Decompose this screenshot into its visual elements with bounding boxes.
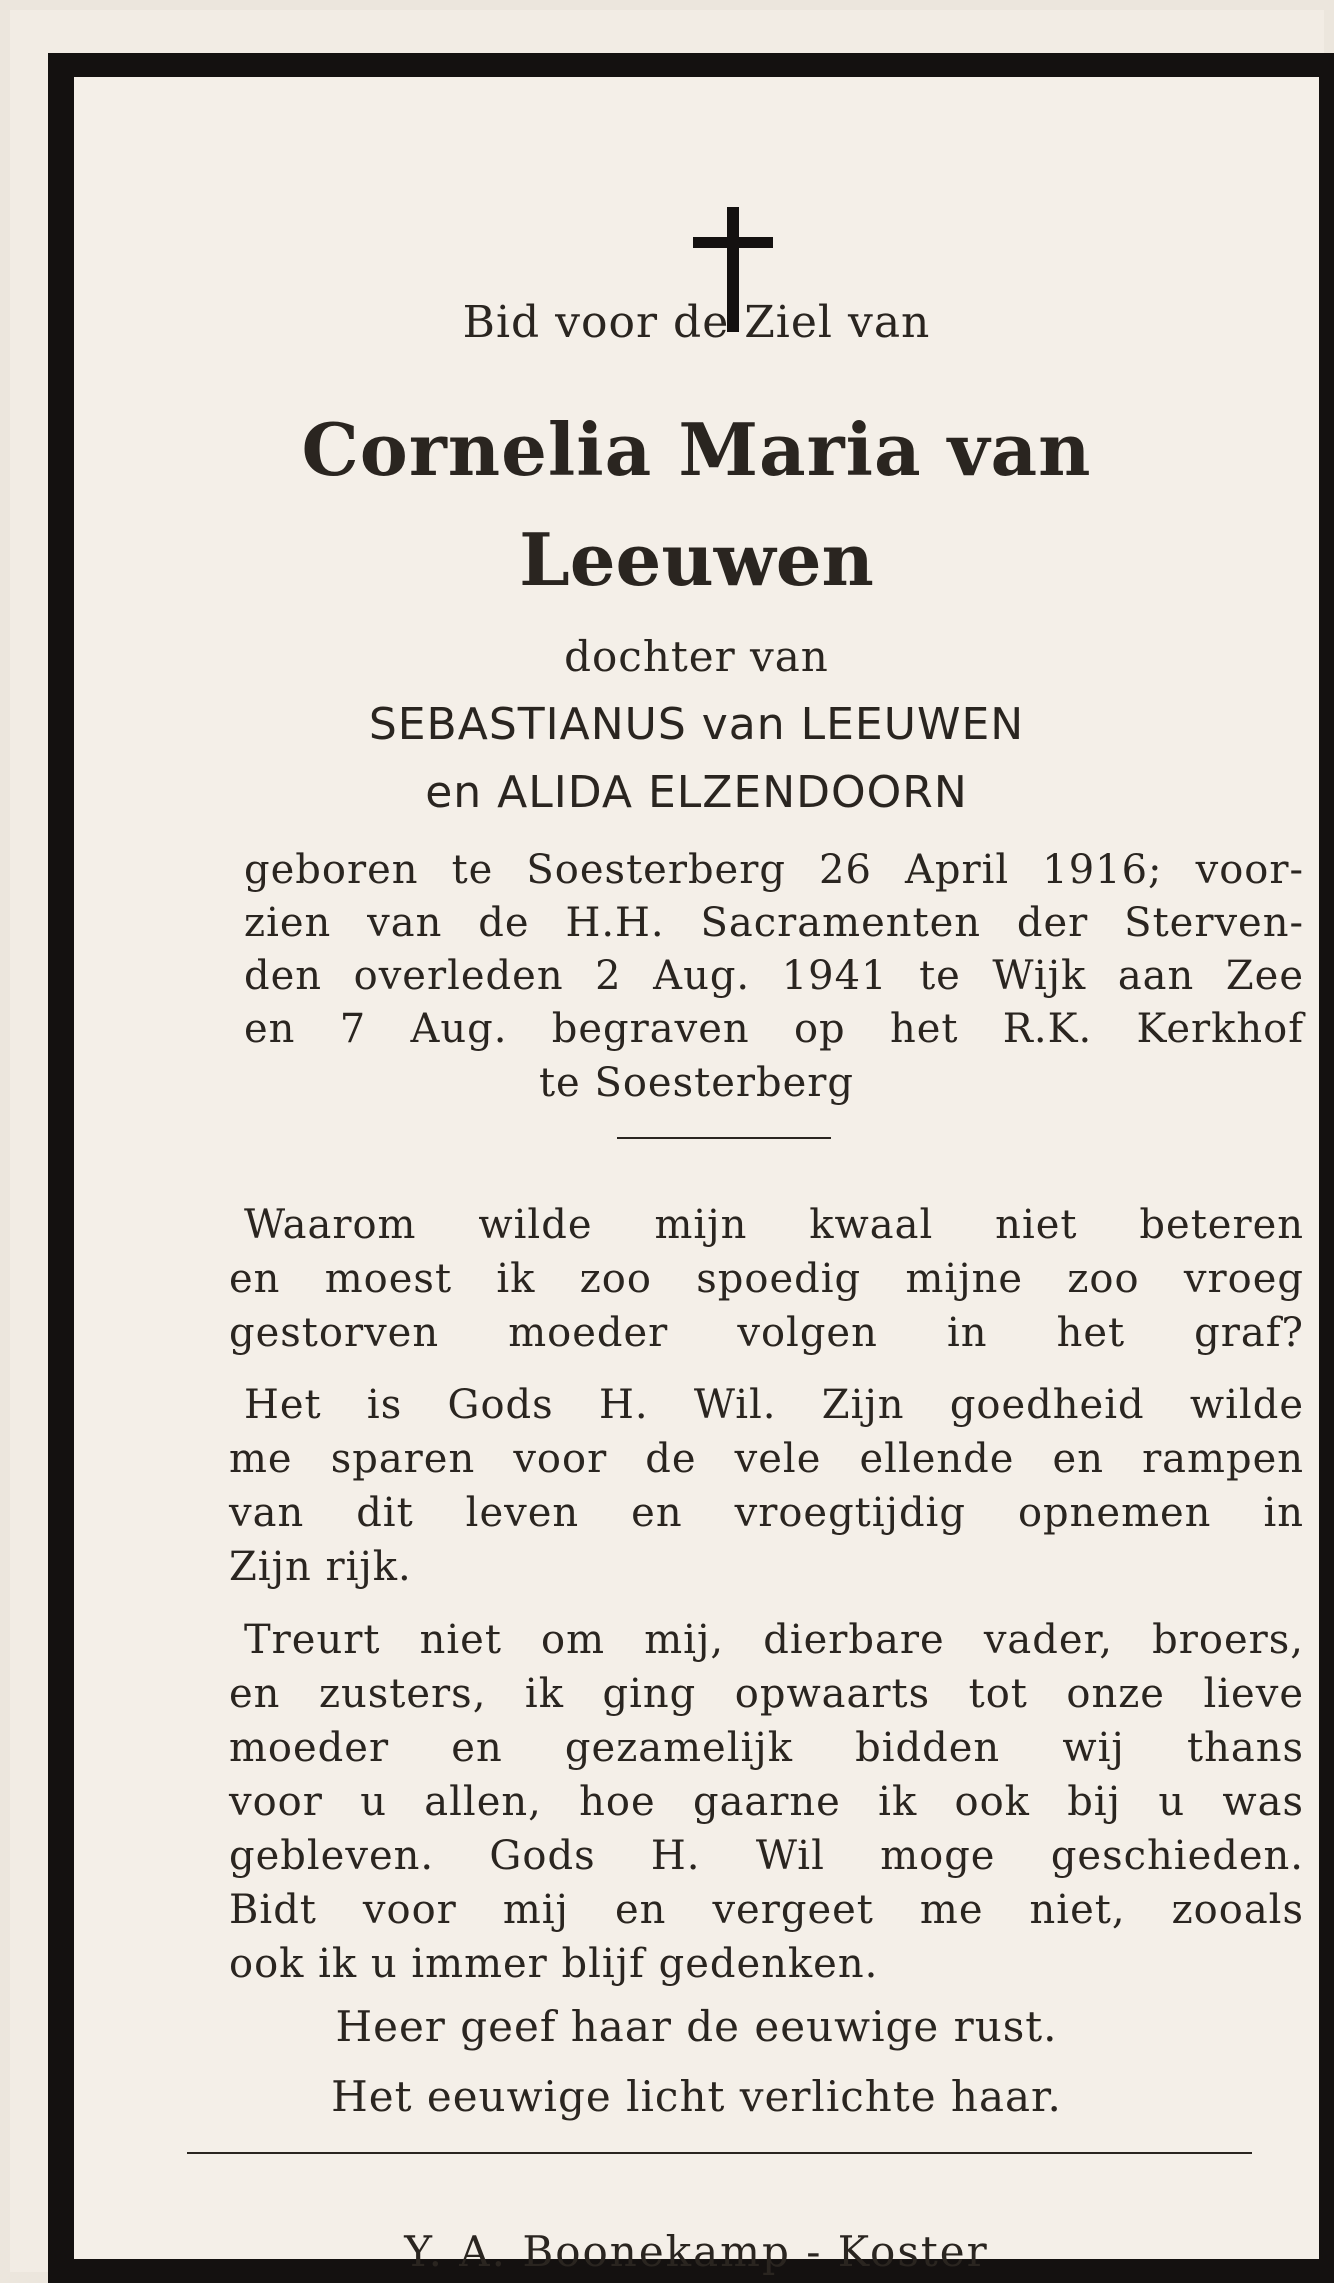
relation-line: dochter van bbox=[564, 632, 829, 681]
poem-line: me sparen voor de vele ellende en rampen bbox=[229, 1436, 1304, 1482]
bio-line: zien van de H.H. Sacramenten der Sterven- bbox=[244, 900, 1304, 946]
poem-line: Het is Gods H. Wil. Zijn goedheid wilde bbox=[244, 1382, 1304, 1428]
poem-line: gebleven. Gods H. Wil moge geschieden. bbox=[229, 1833, 1304, 1879]
poem-line: Zijn rijk. bbox=[229, 1544, 412, 1590]
poem-line: voor u allen, hoe gaarne ik ook bij u was bbox=[229, 1779, 1304, 1825]
bio-line: en 7 Aug. begraven op het R.K. Kerkhof bbox=[244, 1006, 1304, 1052]
prayer-line: Heer geef haar de eeuwige rust. bbox=[335, 2002, 1058, 2051]
poem-line: van dit leven en vroegtijdig opnemen in bbox=[229, 1490, 1304, 1536]
bio-line: den overleden 2 Aug. 1941 te Wijk aan Zee bbox=[244, 953, 1304, 999]
mother-name: en ALIDA ELZENDOORN bbox=[425, 767, 968, 818]
printer-credit: Y. A. Boonekamp - Koster bbox=[404, 2227, 989, 2276]
memorial-card bbox=[10, 10, 1324, 2276]
poem-line: Bidt voor mij en vergeet me niet, zooals bbox=[229, 1887, 1304, 1933]
footer-divider bbox=[187, 2152, 1252, 2154]
poem-line: en moest ik zoo spoedig mijne zoo vroeg bbox=[229, 1256, 1304, 1302]
deceased-name-line1: Cornelia Maria van bbox=[301, 407, 1092, 492]
bio-line: te Soesterberg bbox=[538, 1060, 854, 1106]
father-name: SEBASTIANUS van LEEUWEN bbox=[368, 699, 1025, 750]
deceased-name-line2: Leeuwen bbox=[519, 517, 874, 602]
bio-line: geboren te Soesterberg 26 April 1916; voor- bbox=[244, 847, 1304, 893]
poem-line: moeder en gezamelijk bidden wij thans bbox=[229, 1725, 1304, 1771]
short-divider bbox=[617, 1137, 831, 1139]
poem-line: gestorven moeder volgen in het graf? bbox=[229, 1310, 1304, 1356]
mourning-border bbox=[48, 53, 1334, 2283]
poem-line: Treurt niet om mij, dierbare vader, broers, bbox=[244, 1617, 1304, 1663]
prayer-line: Het eeuwige licht verlichte haar. bbox=[331, 2072, 1062, 2121]
poem-line: en zusters, ik ging opwaarts tot onze lieve bbox=[229, 1671, 1304, 1717]
card-content bbox=[74, 77, 1319, 2276]
poem-line: ook ik u immer blijf gedenken. bbox=[229, 1941, 879, 1987]
poem-line: Waarom wilde mijn kwaal niet beteren bbox=[244, 1202, 1304, 1248]
intro-line: Bid voor de Ziel van bbox=[462, 297, 931, 348]
